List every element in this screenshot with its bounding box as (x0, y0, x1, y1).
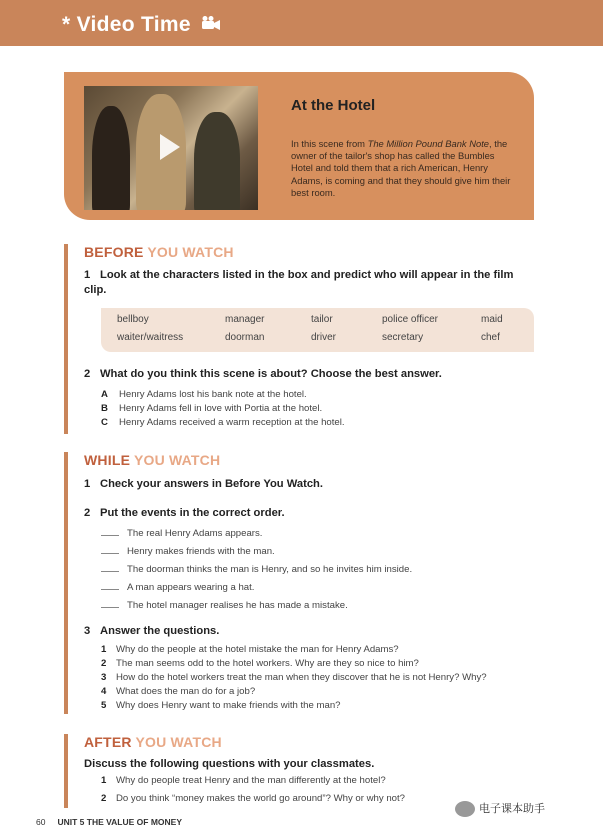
page-number: 60 (36, 817, 46, 827)
option-a[interactable]: A Henry Adams lost his bank note at the hotel. (101, 389, 307, 400)
discussion-question: 1 Why do people treat Henry and the man differently at the hotel? (101, 775, 386, 786)
answer-question: 3 How do the hotel workers treat the man when they discover that he is not Henry? Why? (101, 672, 487, 683)
event-row: Henry makes friends with the man. (101, 546, 275, 557)
order-blank[interactable] (101, 535, 119, 536)
figure-right (194, 112, 240, 210)
while-question-2: 2 Put the events in the correct order. (84, 507, 285, 519)
while-heading: WHILE YOU WATCH (84, 452, 221, 468)
brand-text: 电子课本助手 (479, 802, 545, 815)
word-item: tailor (311, 314, 333, 325)
while-section-bar (64, 452, 68, 714)
discussion-question: 2 Do you think “money makes the world go around”? Why or why not? (101, 793, 406, 804)
order-blank[interactable] (101, 589, 119, 590)
page-footer (36, 817, 182, 827)
while-question-1: 1 Check your answers in Before You Watch. (84, 478, 323, 490)
option-c[interactable]: C Henry Adams received a warm reception at the hotel. (101, 417, 345, 428)
answer-question: 5 Why does Henry want to make friends with the man? (101, 700, 341, 711)
after-prompt: Discuss the following questions with your classmates. (84, 758, 375, 770)
after-section-bar (64, 734, 68, 808)
event-row: The doorman thinks the man is Henry, and so he invites him inside. (101, 564, 412, 575)
answer-question: 1 Why do the people at the hotel mistake the man for Henry Adams? (101, 644, 399, 655)
video-title: At the Hotel (291, 97, 376, 114)
video-description: In this scene from The Million Pound Bank Note, the owner of the tailor's shop has called the Bumbles Hotel and told them that a rich American, Henry Adams, is coming and that they should give him their best room. (291, 138, 511, 198)
brand-watermark (455, 800, 545, 817)
order-blank[interactable] (101, 607, 119, 608)
word-item: doorman (225, 332, 265, 343)
before-question-1: 1 Look at the characters listed in the box and predict who will appear in the film clip. (84, 269, 514, 296)
section-title (62, 13, 221, 37)
word-item: bellboy (117, 314, 149, 325)
before-section-bar (64, 244, 68, 434)
word-item: driver (311, 332, 337, 343)
word-item: waiter/waitress (117, 332, 184, 343)
word-item: manager (225, 314, 265, 325)
event-row: The real Henry Adams appears. (101, 528, 262, 539)
video-camera-icon (201, 15, 221, 36)
answer-question: 4 What does the man do for a job? (101, 686, 256, 697)
order-blank[interactable] (101, 571, 119, 572)
word-item: secretary (382, 332, 424, 343)
order-blank[interactable] (101, 553, 119, 554)
film-title: The Million Pound Bank Note (367, 138, 490, 149)
word-item: police officer (382, 314, 438, 325)
wechat-logo-icon (455, 801, 475, 817)
word-item: maid (481, 314, 503, 325)
before-question-2: 2 What do you think this scene is about? Choose the best answer. (84, 368, 442, 380)
event-row: The hotel manager realises he has made a mistake. (101, 600, 348, 611)
section-title-text: * Video Time (62, 13, 191, 36)
before-heading: BEFORE YOU WATCH (84, 244, 234, 260)
answer-question: 2 The man seems odd to the hotel workers. Why are they so nice to him? (101, 658, 419, 669)
play-icon[interactable] (160, 134, 180, 160)
unit-label: UNIT 5 THE VALUE OF MONEY (57, 817, 182, 827)
after-heading: AFTER YOU WATCH (84, 734, 222, 750)
option-b[interactable]: B Henry Adams fell in love with Portia at the hotel. (101, 403, 323, 414)
figure-left (92, 106, 130, 210)
while-question-3: 3 Answer the questions. (84, 625, 220, 637)
event-row: A man appears wearing a hat. (101, 582, 254, 593)
video-thumbnail[interactable] (84, 86, 258, 210)
word-item: chef (481, 332, 500, 343)
